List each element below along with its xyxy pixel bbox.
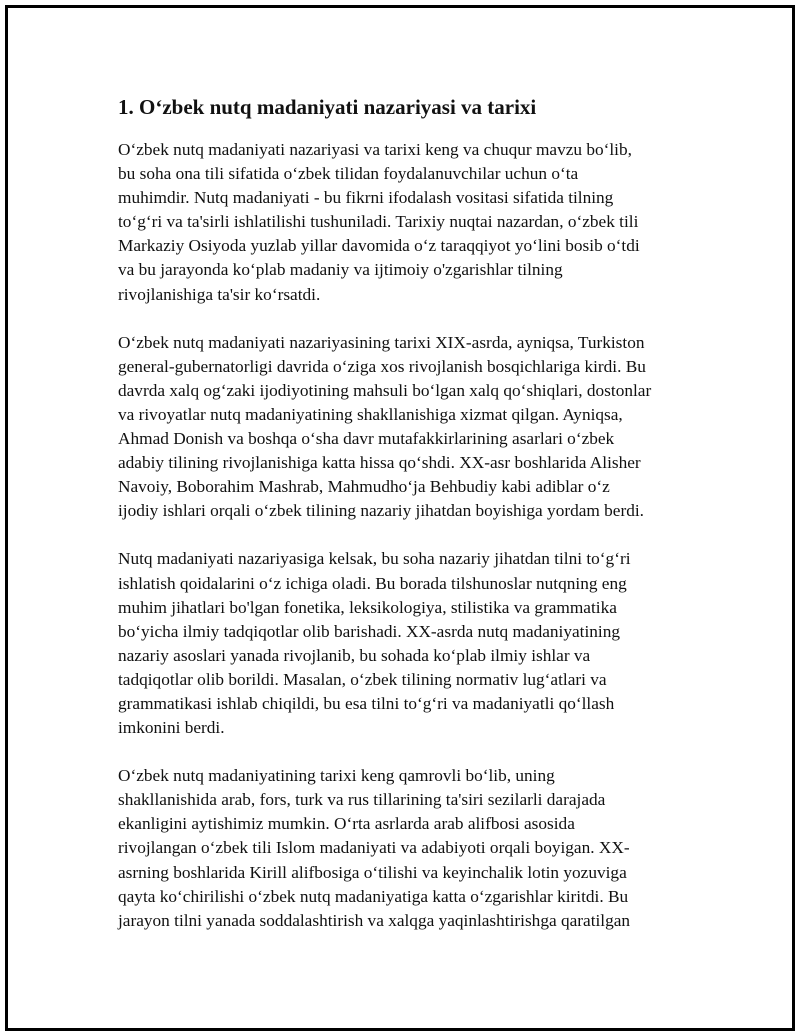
section-heading: 1. O‘zbek nutq madaniyati nazariyasi va tarixi: [118, 95, 537, 119]
paragraph: O‘zbek nutq madaniyatining tarixi keng qamrovli bo‘lib, uning shakllanishida arab, fors, turk va rus tillarining ta'siri sezilarli darajada ekanligini aytishimiz mumkin. O‘rta asrlarda arab alifbosi asosida rivojlangan o‘zbek tili Islom madaniyati va adabiyoti orqali boyigan. XX- asrning boshlarida Kirill alifbosiga o‘tilishi va keyinchalik lotin yozuviga qayta ko‘chirilishi o‘zbek nutq madaniyatiga katta o‘zgarishlar kiritdi. Bu jarayon tilni yanada soddalashtirish va xalqga yaqinlashtirishga qaratilgan: [118, 766, 631, 930]
paragraph: Nutq madaniyati nazariyasiga kelsak, bu soha nazariy jihatdan tilni to‘g‘ri ishlatish qoidalarini o‘z ichiga oladi. Bu borada tilshunoslar nutqning eng muhim jihatlari bo'lgan fonetika, leksikologiya, stilistika va grammatika bo‘yicha ilmiy tadqiqotlar olib barishadi. XX-asrda nutq madaniyatining nazariy asoslari yanada rivojlanib, bu sohada ko‘plab ilmiy ishlar va tadqiqotlar olib borildi. Masalan, o‘zbek tilining normativ lug‘atlari va grammatikasi ishlab chiqildi, bu esa tilni to‘g‘ri va madaniyatli qo‘llash imkonini berdi.: [118, 549, 631, 738]
document-body: [112, 92, 690, 957]
paragraph: O‘zbek nutq madaniyati nazariyasining tarixi XIX-asrda, ayniqsa, Turkiston general-gubernatorligi davrida o‘ziga xos rivojlanish bosqichlariga kirdi. Bu davrda xalq og‘zaki ijodiyotining mahsuli bo‘lgan xalq qo‘shiqlari, dostonlar va rivoyatlar nutq madaniyatining shakllanishiga xizmat qilgan. Ayniqsa, Ahmad Donish va boshqa o‘sha davr mutafakkirlarining asarlari o‘zbek adabiy tilining rivojlanishiga katta hissa qo‘shdi. XX-asr boshlarida Alisher Navoiy, Boborahim Mashrab, Mahmudho‘ja Behbudiy kabi adiblar o‘z ijodiy ishlari orqali o‘zbek tilining nazariy jihatdan boyishiga yordam berdi.: [118, 332, 652, 521]
paragraph: O‘zbek nutq madaniyati nazariyasi va tarixi keng va chuqur mavzu bo‘lib, bu soha ona tili sifatida o‘zbek tilidan foydalanuvchilar uchun o‘ta muhimdir. Nutq madaniyati - bu fikrni ifodalash vositasi sifatida tilning to‘g‘ri va ta'sirli ishlatilishi tushuniladi. Tarixiy nuqtai nazardan, o‘zbek tili Markaziy Osiyoda yuzlab yillar davomida o‘z taraqqiyot yo‘lini bosib o‘tdi va bu jarayonda ko‘plab madaniy va ijtimoiy o'zgarishlar tilning rivojlanishiga ta'sir ko‘rsatdi.: [118, 140, 640, 304]
